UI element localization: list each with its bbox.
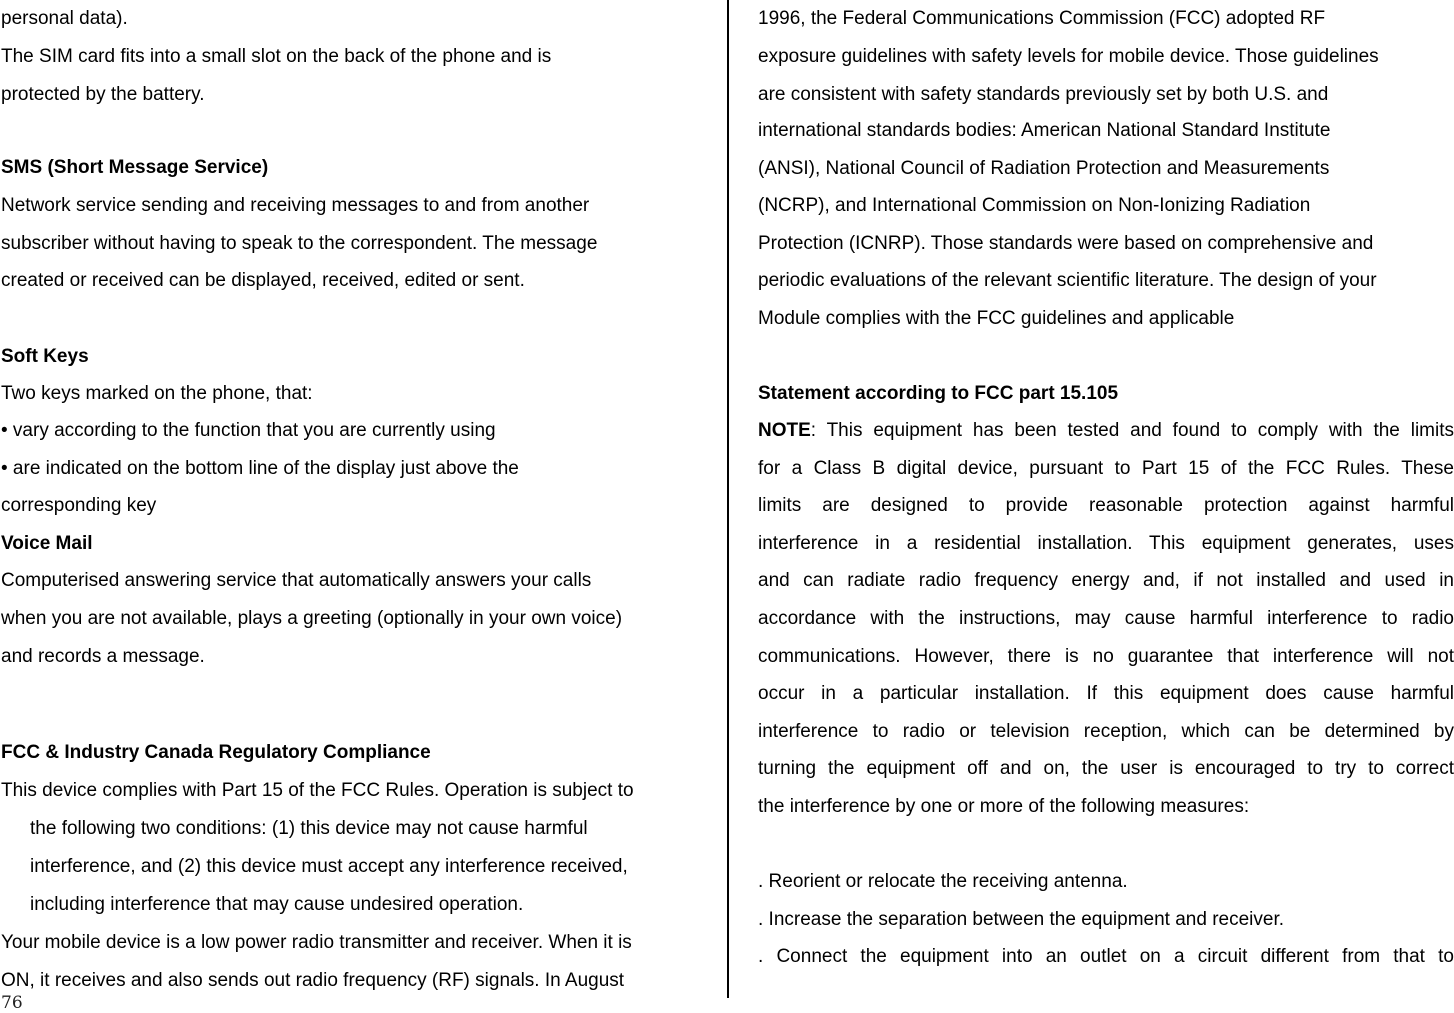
note-text: : This equipment has been tested and found to comply with the limits bbox=[810, 420, 1454, 441]
paragraph-line: for a Class B digital device, pursuant to Part 15 of the FCC Rules. These bbox=[758, 458, 1454, 479]
paragraph-line: the interference by one or more of the following measures: bbox=[758, 796, 1250, 817]
fcc-heading: FCC & Industry Canada Regulatory Compliance bbox=[1, 742, 431, 763]
paragraph-line: The SIM card fits into a small slot on the back of the phone and is bbox=[1, 46, 552, 67]
paragraph-line: interference to radio or television reception, which can be determined by bbox=[758, 721, 1454, 742]
paragraph-line: ON, it receives and also sends out radio frequency (RF) signals. In August bbox=[1, 970, 625, 991]
paragraph-line: accordance with the instructions, may cause harmful interference to radio bbox=[758, 608, 1454, 629]
paragraph-line: protected by the battery. bbox=[1, 84, 205, 105]
paragraph-line: when you are not available, plays a greeting (optionally in your own voice) bbox=[1, 608, 623, 629]
paragraph-line: including interference that may cause undesired operation. bbox=[30, 894, 524, 915]
note-label: NOTE bbox=[758, 420, 811, 441]
paragraph-line: created or received can be displayed, received, edited or sent. bbox=[1, 270, 525, 291]
paragraph-line: turning the equipment off and on, the user is encouraged to try to correct bbox=[758, 758, 1454, 779]
statement-heading: Statement according to FCC part 15.105 bbox=[758, 383, 1119, 404]
paragraph-line: Two keys marked on the phone, that: bbox=[1, 383, 313, 404]
paragraph-line: subscriber without having to speak to the correspondent. The message bbox=[1, 233, 598, 254]
paragraph-line: corresponding key bbox=[1, 495, 157, 516]
list-item: . Increase the separation between the equipment and receiver. bbox=[758, 909, 1285, 930]
list-item: . Connect the equipment into an outlet on a circuit different from that to bbox=[758, 946, 1454, 967]
paragraph-line: and can radiate radio frequency energy and, if not installed and used in bbox=[758, 570, 1454, 591]
sms-heading: SMS (Short Message Service) bbox=[1, 157, 269, 178]
paragraph-line: interference, and (2) this device must accept any interference received, bbox=[30, 856, 628, 877]
paragraph-line: Network service sending and receiving messages to and from another bbox=[1, 195, 590, 216]
list-item: • are indicated on the bottom line of the display just above the bbox=[1, 458, 519, 479]
list-item: • vary according to the function that you are currently using bbox=[1, 420, 496, 441]
paragraph-line: periodic evaluations of the relevant scientific literature. The design of your bbox=[758, 270, 1377, 291]
paragraph-line: (NCRP), and International Commission on Non-Ionizing Radiation bbox=[758, 195, 1311, 216]
paragraph-line: Computerised answering service that automatically answers your calls bbox=[1, 570, 592, 591]
paragraph-line: interference in a residential installation. This equipment generates, uses bbox=[758, 533, 1454, 554]
paragraph-line: Protection (ICNRP). Those standards were based on comprehensive and bbox=[758, 233, 1374, 254]
paragraph-line: communications. However, there is no guarantee that interference will not bbox=[758, 646, 1454, 667]
paragraph-line: occur in a particular installation. If this equipment does cause harmful bbox=[758, 683, 1454, 704]
paragraph-line: Your mobile device is a low power radio transmitter and receiver. When it is bbox=[1, 932, 632, 953]
paragraph-line: Module complies with the FCC guidelines and applicable bbox=[758, 308, 1235, 329]
paragraph-line: 1996, the Federal Communications Commission (FCC) adopted RF bbox=[758, 8, 1326, 29]
paragraph-line: personal data). bbox=[1, 8, 128, 29]
page-number: 76 bbox=[1, 993, 23, 1013]
column-divider bbox=[727, 0, 729, 998]
paragraph-line: limits are designed to provide reasonable protection against harmful bbox=[758, 495, 1454, 516]
paragraph-line: are consistent with safety standards previously set by both U.S. and bbox=[758, 84, 1329, 105]
note-line bbox=[758, 420, 1454, 442]
paragraph-line: international standards bodies: American National Standard Institute bbox=[758, 120, 1331, 141]
soft-keys-heading: Soft Keys bbox=[1, 346, 89, 367]
paragraph-line: (ANSI), National Council of Radiation Protection and Measurements bbox=[758, 158, 1330, 179]
paragraph-line: the following two conditions: (1) this device may not cause harmful bbox=[30, 818, 588, 839]
voice-mail-heading: Voice Mail bbox=[1, 533, 93, 554]
list-item: . Reorient or relocate the receiving antenna. bbox=[758, 871, 1128, 892]
paragraph-line: exposure guidelines with safety levels for mobile device. Those guidelines bbox=[758, 46, 1379, 67]
paragraph-line: This device complies with Part 15 of the FCC Rules. Operation is subject to bbox=[1, 780, 634, 801]
paragraph-line: and records a message. bbox=[1, 646, 205, 667]
